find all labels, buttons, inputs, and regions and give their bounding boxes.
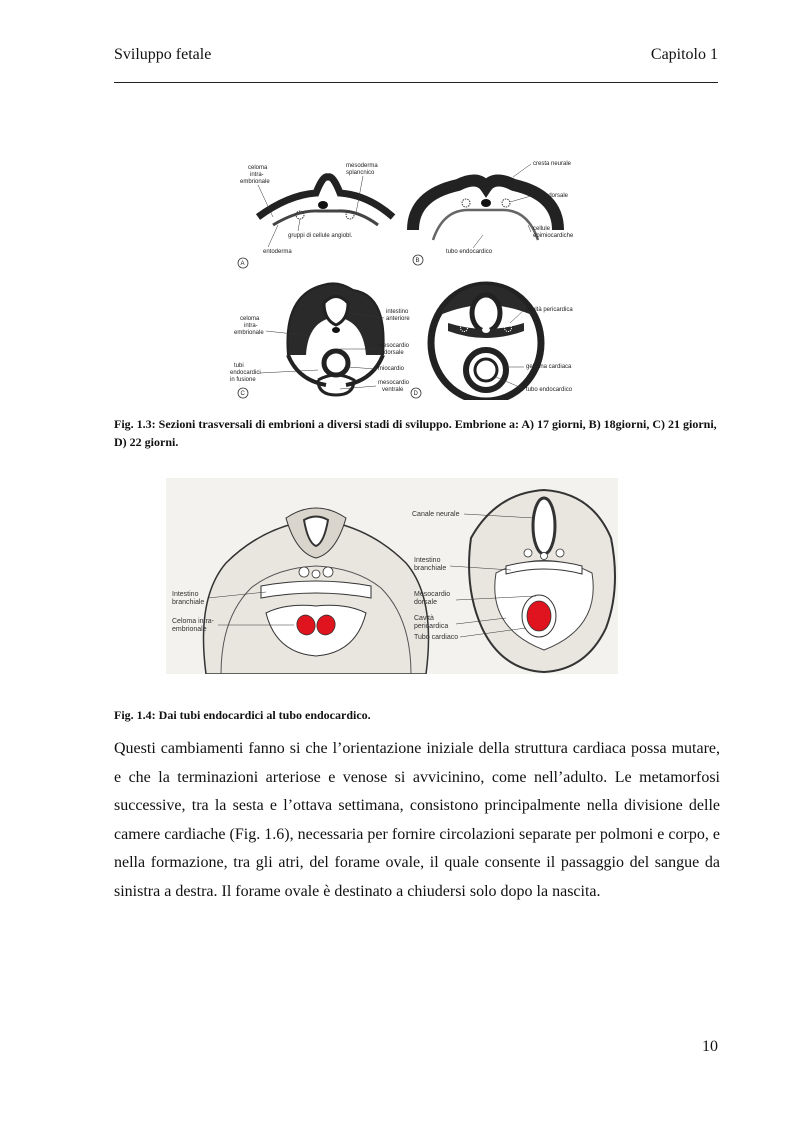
body-paragraph: Questi cambiamenti fanno si che l’orientazione iniziale della struttura cardiaca possa mutare, e che la terminazioni arteriose e venose si avvicinino, come nell’adulto. Le metamorfosi successive, tra la sesta e l’ottava settimana, consistono principalmente nella divisione delle camere cardiache (Fig. 1.6), necessaria per fornire circolazioni separate per polmoni e corpo, e nella formazione, tra gli atri, del forame ovale, il quale consente il passaggio del sangue da sinistra a destra. Il forame ovale è destinato a chiudersi solo dopo la nascita. bbox=[114, 740, 720, 900]
panel-b-letter: B bbox=[415, 258, 420, 264]
fig2-right-tubo: Tubo cardiaco bbox=[414, 634, 459, 641]
label-cellule: cellule bbox=[533, 226, 551, 232]
panel-d-letter: D bbox=[413, 391, 418, 397]
fig2-right-intestino-2: branchiale bbox=[414, 565, 447, 572]
label-celoma-a-3: embrionale bbox=[240, 179, 270, 185]
label-celoma-c-2: intra- bbox=[244, 323, 258, 329]
fig2-left-intestino-2: branchiale bbox=[172, 599, 205, 606]
label-gruppi: gruppi di cellule angiobl. bbox=[288, 233, 353, 239]
label-aorta: aorta dorsale bbox=[533, 193, 569, 199]
label-celoma-c: celoma bbox=[240, 316, 260, 322]
figure-embryo-sections-svg bbox=[228, 155, 598, 400]
fig2-right-mesocardio-2: dorsale bbox=[414, 599, 437, 606]
label-celoma-a-2: intra- bbox=[250, 172, 264, 178]
fig2-right-canale: Canale neurale bbox=[412, 511, 460, 518]
fig2-left-celoma-2: embrionale bbox=[172, 626, 207, 633]
label-mesoderma-2: splancnico bbox=[346, 170, 375, 176]
label-mesov: mesocardio bbox=[378, 380, 410, 386]
header-rule bbox=[114, 82, 718, 83]
label-tubi: tubi bbox=[234, 363, 244, 369]
panel-d bbox=[411, 285, 573, 400]
label-entoderma: entoderma bbox=[263, 249, 292, 255]
label-gelatina: gelatina cardiaca bbox=[526, 364, 572, 370]
label-tubi-3: in fusione bbox=[230, 377, 256, 383]
figure-heart-tube-svg bbox=[166, 478, 618, 674]
fig2-left-celoma: Celoma intra- bbox=[172, 618, 215, 625]
fig2-right-mesocardio: Mesocardio bbox=[414, 591, 451, 598]
label-cellule-2: epimiocardiche bbox=[533, 233, 574, 239]
figure-heart-tube bbox=[166, 478, 618, 674]
running-header-chapter: Capitolo 1 bbox=[650, 46, 718, 63]
label-mesoderma: mesoderma bbox=[346, 163, 378, 169]
label-intestino-c-2: anteriore bbox=[386, 316, 410, 322]
figure-1-4-caption: Fig. 1.4: Dai tubi endocardici al tubo endocardico. bbox=[114, 708, 371, 722]
panel-b bbox=[413, 161, 574, 265]
label-mesocardio-c-2: dorsale bbox=[384, 350, 404, 356]
label-tubi-2: endocardici bbox=[230, 370, 261, 376]
fig2-right-cavita: Cavità bbox=[414, 615, 434, 622]
running-header-title: Sviluppo fetale bbox=[114, 46, 212, 63]
label-mesocardio-c: mesocardio bbox=[378, 343, 410, 349]
label-tubo-d: tubo endocardico bbox=[526, 387, 573, 393]
panel-a-letter: A bbox=[240, 261, 245, 267]
label-mesov-2: ventrale bbox=[382, 387, 404, 393]
fig2-right-cavita-2: pericardica bbox=[414, 623, 449, 630]
label-celoma-a: celoma bbox=[248, 165, 268, 171]
label-cresta: cresta neurale bbox=[533, 161, 572, 167]
panel-c bbox=[230, 283, 410, 398]
label-celoma-c-3: embrionale bbox=[234, 330, 264, 336]
figure-embryo-sections bbox=[228, 155, 598, 400]
page-number: 10 bbox=[702, 1038, 718, 1055]
figure-1-3-caption: Fig. 1.3: Sezioni trasversali di embrioni a diversi stadi di sviluppo. Embrione a: A) 17 giorni, B) 18giorni, C) 21 giorni, D) 22 giorni. bbox=[114, 417, 717, 449]
fig2-left-intestino: Intestino bbox=[172, 591, 199, 598]
label-miocardio: miocardio bbox=[378, 366, 405, 372]
label-cavita-d: cavità pericardica bbox=[526, 307, 573, 313]
label-tubo-b: tubo endocardico bbox=[446, 249, 493, 255]
panel-a bbox=[238, 163, 393, 268]
fig2-right-intestino: Intestino bbox=[414, 557, 441, 564]
panel-c-letter: C bbox=[240, 391, 245, 397]
label-intestino-c: intestino bbox=[386, 309, 409, 315]
